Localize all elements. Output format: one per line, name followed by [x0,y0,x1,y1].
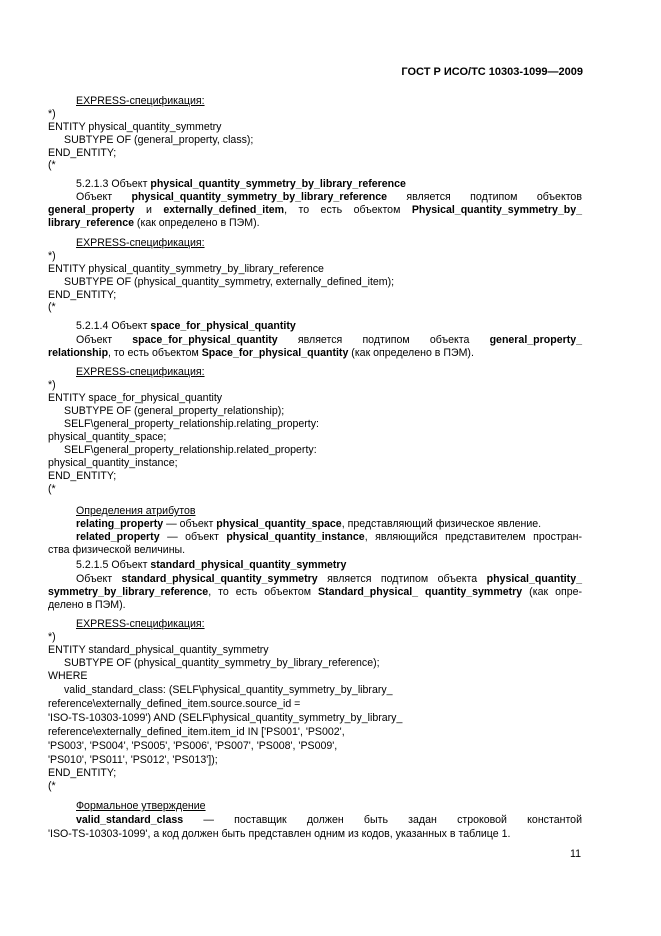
formal-statement: valid_standard_class — поставщик должен быть задан строковой константой [76,814,582,826]
section-heading-5-2-1-3: 5.2.1.3 Объект physical_quantity_symmetry_by_library_reference [76,178,406,190]
code-line: *) [48,250,56,262]
formal-statement-heading: Формальное утверждение [76,800,206,812]
code-line: reference\externally_defined_item.item_id IN ['PS001', 'PS002', [48,726,345,738]
code-line: END_ENTITY; [48,470,117,482]
paragraph-line: Объект standard_physical_quantity_symmetry является подтипом объекта physical_quantity_ [76,573,582,585]
code-line: SUBTYPE OF (general_property_relationship); [64,405,285,417]
paragraph-line: Объект space_for_physical_quantity является подтипом объекта general_property_ [76,334,583,346]
code-line: physical_quantity_instance; [48,457,178,469]
paragraph-line: relationship, то есть объектом Space_for_physical_quantity (как определено в ПЭМ). [48,347,474,359]
express-spec-heading: EXPRESS-спецификация: [76,366,205,378]
express-spec-heading: EXPRESS-спецификация: [76,618,205,630]
code-line: (* [48,483,56,495]
section-heading-5-2-1-5: 5.2.1.5 Объект standard_physical_quantity_symmetry [76,559,347,571]
code-line: ENTITY physical_quantity_symmetry [48,121,222,133]
attribute-definition: related_property — объект physical_quantity_instance, являющийся представителем простран- [76,531,582,543]
code-line: ENTITY space_for_physical_quantity [48,392,223,404]
code-line: *) [48,379,56,391]
code-line: *) [48,108,56,120]
formal-statement: 'ISO-TS-10303-1099', а код должен быть представлен одним из кодов, указанных в таблице 1. [48,828,511,840]
express-spec-heading: EXPRESS-спецификация: [76,95,205,107]
code-line: END_ENTITY; [48,289,117,301]
code-line: *) [48,631,56,643]
code-line: reference\externally_defined_item.source.source_id = [48,698,301,710]
code-line: valid_standard_class: (SELF\physical_quantity_symmetry_by_library_ [64,684,393,696]
code-line: 'PS003', 'PS004', 'PS005', 'PS006', 'PS007', 'PS008', 'PS009', [48,740,338,752]
code-line: (* [48,301,56,313]
page-number: 11 [570,848,581,860]
paragraph-line: Объект physical_quantity_symmetry_by_library_reference является подтипом объектов [76,191,582,203]
paragraph-line: general_property и externally_defined_item, то есть объектом Physical_quantity_symmetry_by_ [48,204,582,216]
code-line: SELF\general_property_relationship.relating_property: [64,418,319,430]
paragraph-line: symmetry_by_library_reference, то есть объектом Standard_physical_ quantity_symmetry (как опре- [48,586,583,598]
code-line: SUBTYPE OF (general_property, class); [64,134,254,146]
attribute-definition: relating_property — объект physical_quantity_space, представляющий физическое явление. [76,518,542,530]
section-heading-5-2-1-4: 5.2.1.4 Объект space_for_physical_quantity [76,320,296,332]
code-line: SELF\general_property_relationship.related_property: [64,444,317,456]
code-line: ENTITY standard_physical_quantity_symmetry [48,644,269,656]
paragraph-line: делено в ПЭМ). [48,599,126,611]
attribute-definitions-heading: Определения атрибутов [76,505,196,517]
express-spec-heading: EXPRESS-спецификация: [76,237,205,249]
document-header: ГОСТ Р ИСО/ТС 10303-1099—2009 [401,66,583,78]
code-line: SUBTYPE OF (physical_quantity_symmetry_by_library_reference); [64,657,380,669]
code-line: END_ENTITY; [48,147,117,159]
code-line: (* [48,159,56,171]
code-line: WHERE [48,670,88,682]
code-line: END_ENTITY; [48,767,117,779]
code-line: 'PS010', 'PS011', 'PS012', 'PS013']); [48,754,218,766]
paragraph-line: library_reference (как определено в ПЭМ). [48,217,260,229]
code-line: SUBTYPE OF (physical_quantity_symmetry, externally_defined_item); [64,276,395,288]
code-line: physical_quantity_space; [48,431,167,443]
code-line: 'ISO-TS-10303-1099') AND (SELF\physical_quantity_symmetry_by_library_ [48,712,403,724]
attribute-definition: ства физической величины. [48,544,186,556]
code-line: (* [48,780,56,792]
code-line: ENTITY physical_quantity_symmetry_by_library_reference [48,263,324,275]
